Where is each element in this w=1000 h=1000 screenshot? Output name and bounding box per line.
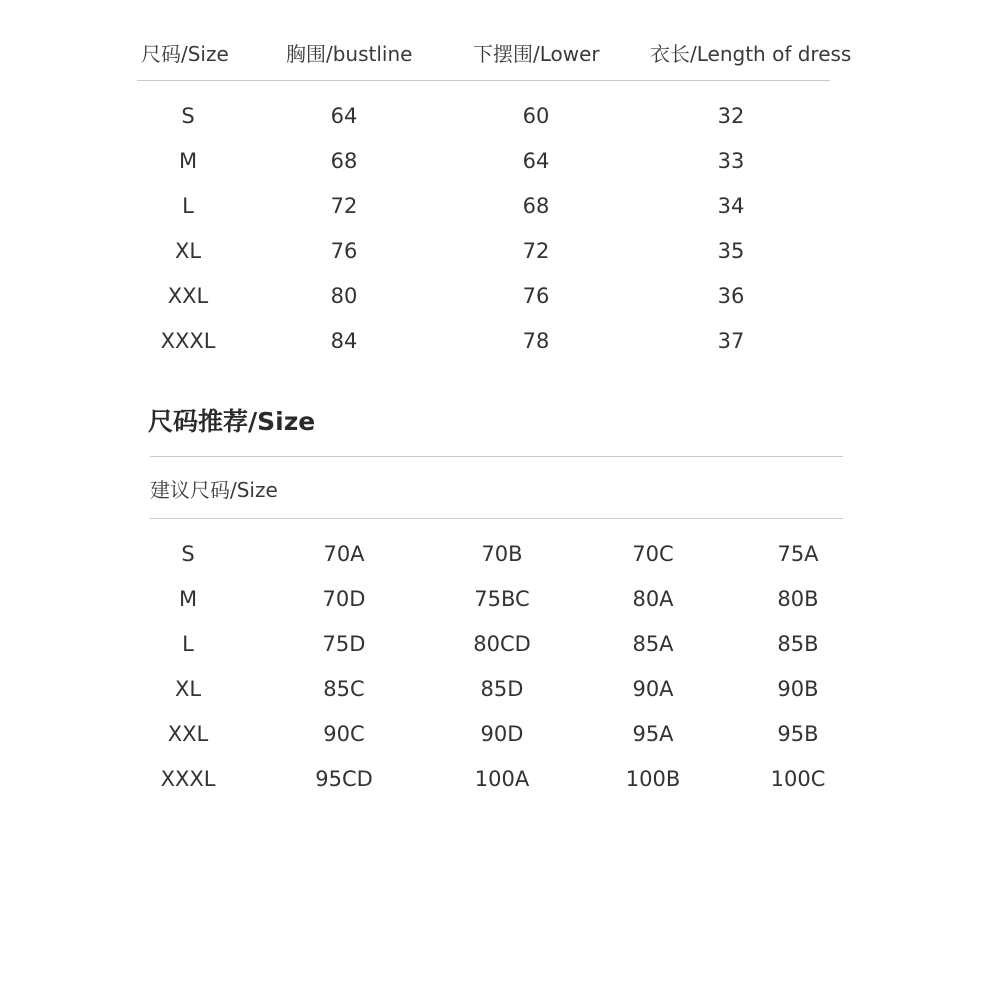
size-cell: S bbox=[181, 104, 195, 128]
rec-size-cell: XXXL bbox=[160, 767, 216, 791]
rec-bra-cell: 90A bbox=[632, 677, 674, 701]
recommendation-bottom-divider bbox=[150, 518, 843, 519]
length-cell: 34 bbox=[717, 194, 745, 218]
bust-cell: 64 bbox=[330, 104, 358, 128]
rec-bra-cell: 90C bbox=[323, 722, 365, 746]
rec-bra-cell: 95B bbox=[777, 722, 819, 746]
length-cell: 33 bbox=[717, 149, 745, 173]
lower-cell: 68 bbox=[522, 194, 550, 218]
rec-bra-cell: 70C bbox=[632, 542, 674, 566]
bust-cell: 84 bbox=[330, 329, 358, 353]
size-cell: M bbox=[178, 149, 198, 173]
bust-cell: 72 bbox=[330, 194, 358, 218]
recommendation-top-divider bbox=[150, 456, 843, 457]
rec-bra-cell: 70A bbox=[323, 542, 365, 566]
recommendation-subheader: 建议尺码/Size bbox=[150, 478, 278, 502]
rec-bra-cell: 85C bbox=[323, 677, 365, 701]
rec-bra-cell: 70D bbox=[322, 587, 366, 611]
rec-bra-cell: 90B bbox=[777, 677, 819, 701]
rec-bra-cell: 90D bbox=[480, 722, 524, 746]
size-cell: XXL bbox=[167, 284, 209, 308]
rec-bra-cell: 100B bbox=[625, 767, 681, 791]
lower-cell: 60 bbox=[522, 104, 550, 128]
rec-bra-cell: 75D bbox=[322, 632, 366, 656]
size-cell: XL bbox=[174, 239, 202, 263]
length-cell: 32 bbox=[717, 104, 745, 128]
rec-bra-cell: 95CD bbox=[315, 767, 373, 791]
rec-bra-cell: 95A bbox=[632, 722, 674, 746]
bust-cell: 76 bbox=[330, 239, 358, 263]
lower-cell: 72 bbox=[522, 239, 550, 263]
size-cell: L bbox=[182, 194, 194, 218]
size-cell: XXXL bbox=[160, 329, 216, 353]
rec-bra-cell: 100A bbox=[474, 767, 530, 791]
bust-cell: 68 bbox=[330, 149, 358, 173]
rec-bra-cell: 85D bbox=[480, 677, 524, 701]
rec-bra-cell: 75BC bbox=[474, 587, 530, 611]
length-cell: 36 bbox=[717, 284, 745, 308]
rec-bra-cell: 75A bbox=[777, 542, 819, 566]
rec-bra-cell: 85B bbox=[777, 632, 819, 656]
rec-bra-cell: 80CD bbox=[473, 632, 531, 656]
length-cell: 35 bbox=[717, 239, 745, 263]
header-length: 衣长/Length of dress bbox=[650, 42, 852, 66]
rec-bra-cell: 80B bbox=[777, 587, 819, 611]
header-lower: 下摆围/Lower bbox=[473, 42, 600, 66]
bust-cell: 80 bbox=[330, 284, 358, 308]
rec-bra-cell: 70B bbox=[481, 542, 523, 566]
rec-size-cell: S bbox=[181, 542, 195, 566]
rec-size-cell: XXL bbox=[167, 722, 209, 746]
recommendation-title: 尺码推荐/Size bbox=[148, 407, 316, 436]
rec-bra-cell: 85A bbox=[632, 632, 674, 656]
rec-size-cell: XL bbox=[174, 677, 202, 701]
header-divider bbox=[137, 80, 830, 81]
rec-bra-cell: 80A bbox=[632, 587, 674, 611]
lower-cell: 64 bbox=[522, 149, 550, 173]
rec-bra-cell: 100C bbox=[770, 767, 826, 791]
lower-cell: 76 bbox=[522, 284, 550, 308]
lower-cell: 78 bbox=[522, 329, 550, 353]
header-bustline: 胸围/bustline bbox=[286, 42, 413, 66]
header-size: 尺码/Size bbox=[141, 42, 229, 66]
rec-size-cell: M bbox=[178, 587, 198, 611]
rec-size-cell: L bbox=[182, 632, 194, 656]
length-cell: 37 bbox=[717, 329, 745, 353]
